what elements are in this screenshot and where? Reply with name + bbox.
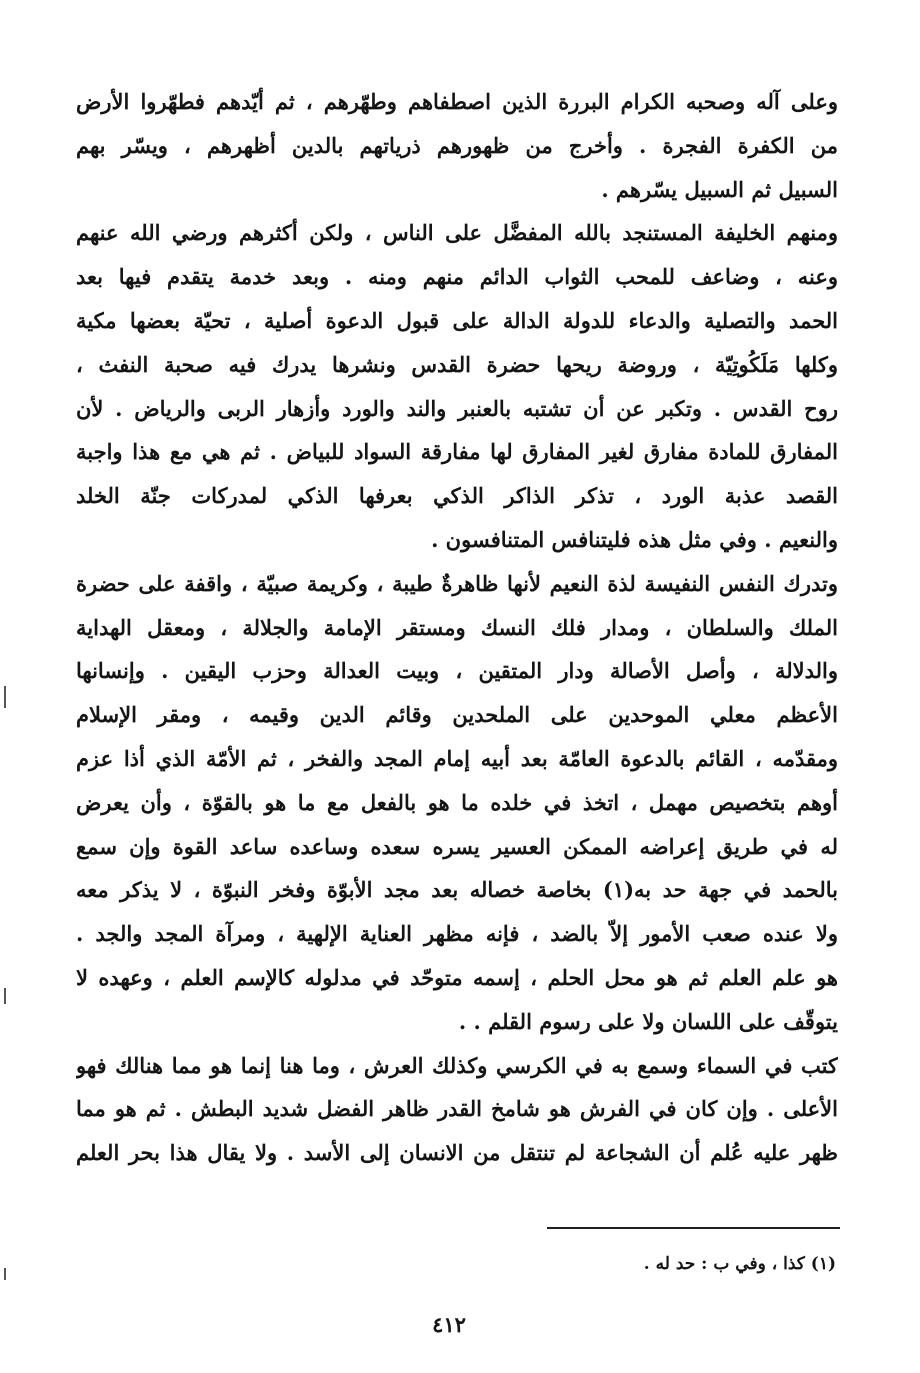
text-line: وتدرك النفس النفيسة لذة النعيم لأنها ظاهرةٌ طيبة ، وكريمة صبيّة ، واقفة على حضرة <box>76 570 838 596</box>
scan-edge-mark <box>4 686 6 708</box>
text-line: الحمد والتصلية والدعاء للدولة الدالة على قبول الدعوة أصلية ، تحيّة بعضها مكية <box>76 307 838 333</box>
text-line: من الكفرة الفجرة . وأخرج من ظهورهم ذرياتهم بالدين أظهرهم ، ويسّر بهم <box>76 132 838 158</box>
text-line: وكلها مَلَكُوتِيّة ، وروضة ريحها حضرة القدس ونشرها يدرك فيه صحبة النفث ، <box>76 351 838 377</box>
body-text <box>76 80 838 1175</box>
footnote-separator <box>547 1227 840 1229</box>
text-line: كتب في السماء وسمع به في الكرسي وكذلك العرش ، وما هنا إنما هو مما هنالك فهو <box>76 1052 838 1078</box>
scan-edge-mark <box>4 988 6 1004</box>
text-line: بالحمد في جهة حد به(١) بخاصة خصاله بعد مجد الأبوّة وفخر النبوّة ، لا يذكر معه <box>76 877 838 903</box>
page-number: ٤١٢ <box>432 1312 466 1337</box>
text-line: الملك والسلطان ، ومدار فلك النسك ومستقر الإمامة والجلالة ، ومعقل الهداية <box>76 614 838 640</box>
text-line: القصد عذبة الورد ، تذكر الذاكر الذكي بعرفها الذكي لمدركات جنّة الخلد <box>76 483 838 509</box>
text-line: روح القدس . وتكبر عن أن تشتبه بالعنبر والند والورد وأزهار الربى والرياض . لأن <box>76 395 838 421</box>
text-line: ومنهم الخليفة المستنجد بالله المفضَّل على الناس ، ولكن أكثرهم ورضي الله عنهم <box>76 220 838 246</box>
text-line: السبيل ثم السبيل يسّرهم . <box>601 176 838 202</box>
text-line: المفارق للمادة مفارق لغير المفارق لها مفارقة السواد للبياض . ثم هي مع هذا واجبة <box>76 439 838 465</box>
text-line: الأعظم معلي الموحدين على الملحدين وقائم الدين وقيمه ، ومقر الإسلام <box>76 702 838 728</box>
text-line: هو علم العلم ثم هو محل الحلم ، إسمه متوحّد في مدلوله كالإسم العلم ، وعهده لا <box>76 964 838 990</box>
text-line: ولا عنده صعب الأمور إلاّ بالضد ، فإنه مظهر العناية الإلهية ، ومرآة المجد والجد . <box>76 921 838 947</box>
text-line: والدلالة ، وأصل الأصالة ودار المتقين ، وبيت العدالة وحزب اليقين . وإنسانها <box>76 658 838 684</box>
text-line: وعنه ، وضاعف للمحب الثواب الدائم منهم ومنه . وبعد خدمة يتقدم فيها بعد <box>76 264 838 290</box>
text-line: وعلى آله وصحبه الكرام البررة الذين اصطفاهم وطهّرهم ، ثم أيّدهم فطهّروا الأرض <box>76 89 838 114</box>
text-line: يتوقّف على اللسان ولا على رسوم القلم . . <box>458 1008 838 1034</box>
scan-edge-mark <box>4 1268 6 1280</box>
text-line: الأعلى . وإن كان في الفرش هو شامخ القدر ظاهر الفضل شديد البطش . ثم هو مما <box>76 1096 838 1122</box>
text-line: له في طريق إعراضه الممكن العسير يسره سعده وساعده ساعد القوة وإن سمع <box>76 833 838 859</box>
text-line: ومقدّمه ، القائم بالدعوة العامّة بعد أبيه إمام المجد والفخر ، ثم الأمّة الذي أذا عزم <box>76 745 838 771</box>
text-line: والنعيم . وفي مثل هذه فليتنافس المتنافسون . <box>431 526 838 552</box>
text-line: أوهم بتخصيص مهمل ، اتخذ في خلده ما هو بالفعل مع ما هو بالقوّة ، وأن يعرض <box>76 789 838 815</box>
footnote: (١) كذا ، وفي ب : حد له . <box>643 1254 836 1274</box>
text-line: ظهر عليه عُلم أن الشجاعة لم تنتقل من الانسان إلى الأسد . ولا يقال هذا بحر العلم <box>76 1140 838 1166</box>
